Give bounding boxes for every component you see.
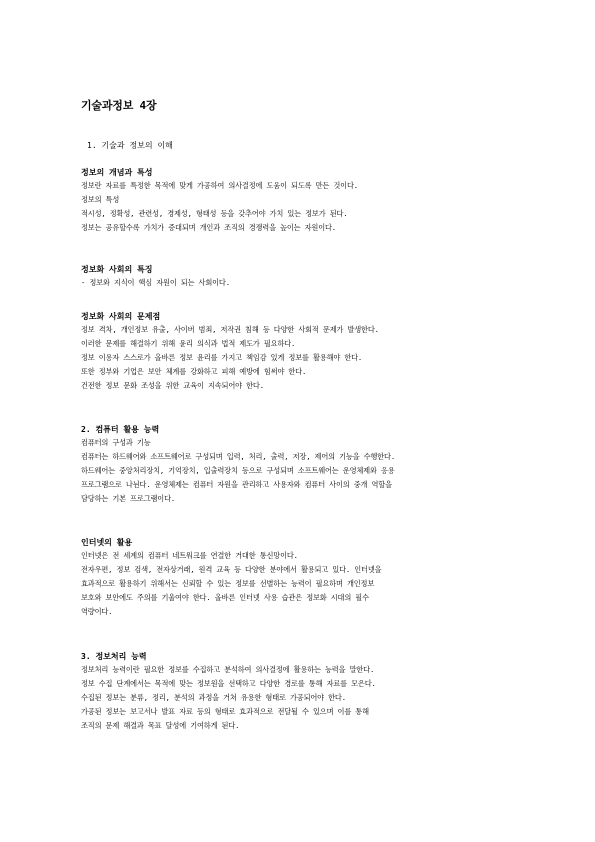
document-title: 기술과정보 4장	[81, 99, 157, 112]
section-heading: 정보화 사회의 특징	[81, 265, 153, 274]
section-line: 적시성, 정확성, 관련성, 경제성, 형태성 등을 갖추어야 가치 있는 정보가 된다.	[81, 209, 348, 218]
section-line: 정보란 자료를 특정한 목적에 맞게 가공하여 의사결정에 도움이 되도록 만든 것이다.	[81, 181, 358, 190]
section-info-processing	[81, 650, 521, 733]
section-heading: 3. 정보처리 능력	[81, 652, 147, 661]
section-line: 컴퓨터는 하드웨어와 소프트웨어로 구성되며 입력, 처리, 출력, 저장, 제어의 기능을 수행한다.	[81, 452, 396, 461]
section-info-concept	[81, 166, 521, 235]
section-line: 정보의 특성	[81, 195, 120, 204]
section-line: 정보 격차, 개인정보 유출, 사이버 범죄, 저작권 침해 등 다양한 사회적 문제가 발생한다.	[81, 325, 379, 334]
section-line: 효과적으로 활용하기 위해서는 신뢰할 수 있는 정보를 선별하는 능력이 필요하며 개인정보	[81, 579, 375, 588]
section-info-society	[81, 263, 521, 290]
section-line: 정보는 공유할수록 가치가 증대되며 개인과 조직의 경쟁력을 높이는 자원이다.	[81, 223, 336, 232]
section-line: 정보 이용자 스스로가 올바른 정보 윤리를 가지고 책임감 있게 정보를 활용해야 한다.	[81, 353, 363, 362]
section-line: 또한 정부와 기업은 보안 체계를 강화하고 피해 예방에 힘써야 한다.	[81, 367, 307, 376]
section-heading: 인터넷의 활용	[81, 538, 133, 547]
section-info-society-problems	[81, 310, 521, 393]
section-heading: 정보의 개념과 특성	[81, 168, 153, 177]
section-line: 정보 수집 단계에서는 목적에 맞는 정보원을 선택하고 다양한 경로를 통해 자료를 모은다.	[81, 679, 376, 688]
section-line: - 정보와 지식이 핵심 자원이 되는 사회이다.	[81, 278, 230, 287]
section-line: 인터넷은 전 세계의 컴퓨터 네트워크를 연결한 거대한 통신망이다.	[81, 551, 298, 560]
section-computer-skills	[81, 423, 521, 506]
section-heading: 정보화 사회의 문제점	[81, 312, 161, 321]
document-subtitle: 1. 기술과 정보의 이해	[87, 141, 173, 150]
section-line: 조직의 문제 해결과 목표 달성에 기여하게 된다.	[81, 721, 240, 730]
section-line: 컴퓨터의 구성과 기능	[81, 438, 151, 447]
section-line: 하드웨어는 중앙처리장치, 기억장치, 입출력장치 등으로 구성되며 소프트웨어는 운영체제와 응용	[81, 466, 395, 475]
section-line: 정보처리 능력이란 필요한 정보를 수집하고 분석하여 의사결정에 활용하는 능력을 말한다.	[81, 665, 375, 674]
section-line: 가공된 정보는 보고서나 발표 자료 등의 형태로 효과적으로 전달될 수 있으며 이를 통해	[81, 707, 369, 716]
section-line: 전자우편, 정보 검색, 전자상거래, 원격 교육 등 다양한 분야에서 활용되고 있다. 인터넷을	[81, 565, 382, 574]
section-heading: 2. 컴퓨터 활용 능력	[81, 425, 160, 434]
section-line: 담당하는 기본 프로그램이다.	[81, 494, 176, 503]
section-line: 프로그램으로 나뉜다. 운영체제는 컴퓨터 자원을 관리하고 사용자와 컴퓨터 사이의 중개 역할을	[81, 480, 392, 489]
section-internet-use	[81, 536, 521, 619]
section-line: 보호와 보안에도 주의를 기울여야 한다. 올바른 인터넷 사용 습관은 정보화 시대의 필수	[81, 593, 369, 602]
section-line: 건전한 정보 문화 조성을 위한 교육이 지속되어야 한다.	[81, 381, 264, 390]
section-line: 이러한 문제를 해결하기 위해 윤리 의식과 법적 제도가 필요하다.	[81, 339, 296, 348]
section-line: 수집된 정보는 분류, 정리, 분석의 과정을 거쳐 유용한 형태로 가공되어야 한다.	[81, 693, 346, 702]
section-line: 역량이다.	[81, 607, 113, 616]
